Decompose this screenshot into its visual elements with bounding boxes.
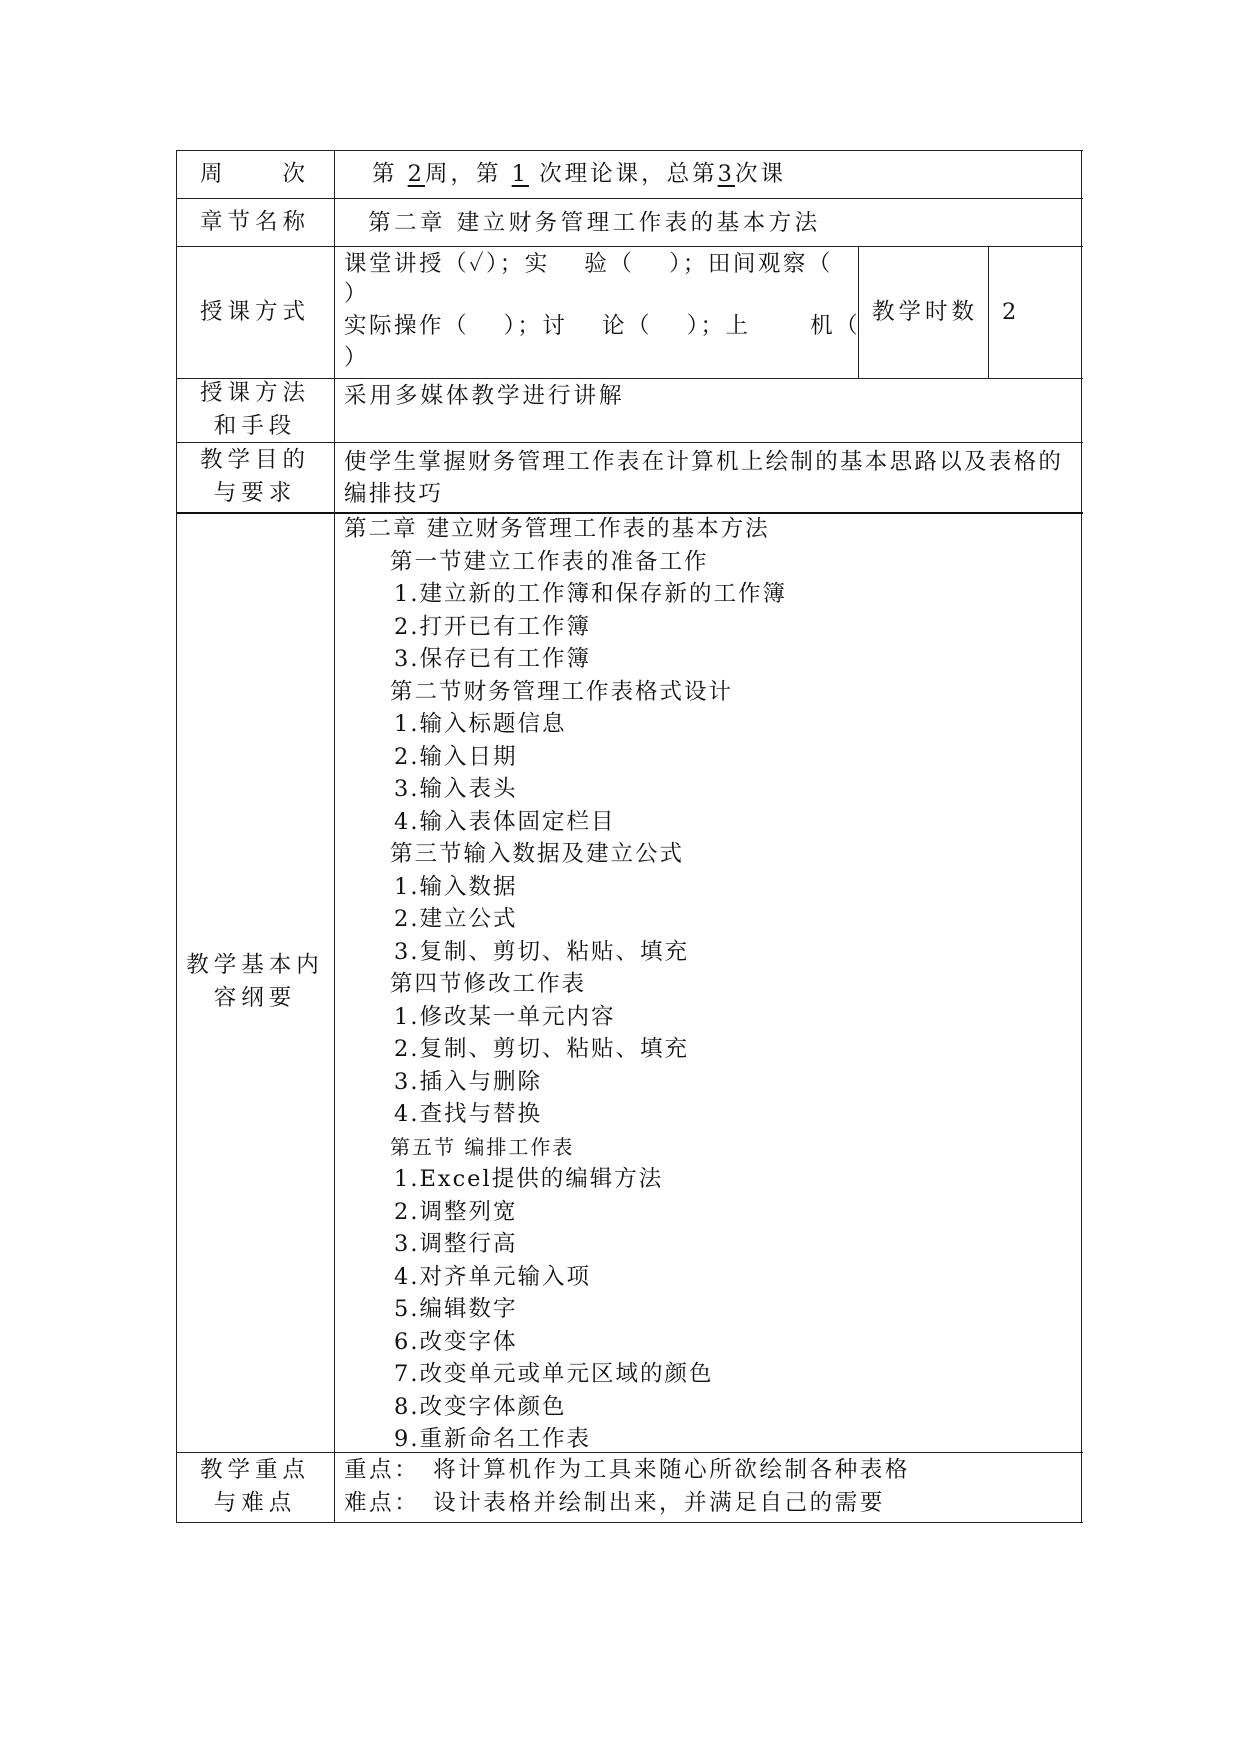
outline-item: 1.Excel提供的编辑方法 bbox=[394, 1166, 664, 1192]
outline-label-cell bbox=[176, 512, 334, 1452]
outline-item: 2.复制、剪切、粘贴、填充 bbox=[394, 1036, 689, 1062]
outline-section-heading: 第二节财务管理工作表格式设计 bbox=[390, 678, 734, 705]
outline-item: 3.保存已有工作簿 bbox=[394, 646, 591, 672]
outline-item: 4.输入表体固定栏目 bbox=[394, 808, 616, 835]
keypoints-label-line2: 与难点 bbox=[213, 1490, 297, 1516]
lesson-number: 1 bbox=[511, 161, 529, 187]
key-point-line: 重点： 将计算机作为工具来随心所欲绘制各种表格 bbox=[344, 1457, 911, 1483]
outline-chapter-title: 第二章 建立财务管理工作表的基本方法 bbox=[344, 516, 770, 542]
week-number: 2 bbox=[407, 161, 425, 187]
outline-section-heading: 第四节修改工作表 bbox=[390, 971, 587, 997]
hours-label: 教学时数 bbox=[872, 299, 979, 325]
outline-section-heading: 第一节建立工作表的准备工作 bbox=[390, 548, 709, 575]
outline-item: 2.打开已有工作簿 bbox=[394, 613, 591, 640]
outline-item: 2.建立公式 bbox=[394, 906, 518, 932]
outline-item: 3.复制、剪切、粘贴、填充 bbox=[394, 938, 689, 965]
outline-label-line1: 教学基本内 bbox=[186, 952, 324, 978]
chapter-label: 章节名称 bbox=[199, 208, 310, 235]
chapter-label-cell bbox=[176, 198, 334, 246]
column-divider bbox=[334, 150, 335, 1523]
mode-options-line2: ） bbox=[344, 281, 369, 307]
outline-list bbox=[344, 513, 1074, 1456]
lesson-plan-table bbox=[176, 150, 1083, 1524]
outline-item: 6.改变字体 bbox=[394, 1328, 518, 1355]
table-border-right bbox=[1081, 150, 1082, 1523]
outline-item: 9.重新命名工作表 bbox=[394, 1426, 591, 1452]
outline-item: 3.输入表头 bbox=[394, 776, 518, 802]
table-border-bottom bbox=[176, 1522, 1083, 1523]
method-label-cell bbox=[176, 378, 334, 442]
mode-options-line1: 课堂讲授（✓）；实 验（ ）；田间观察（ bbox=[344, 251, 833, 277]
difficulty-line: 难点： 设计表格并绘制出来，并满足自己的需要 bbox=[344, 1490, 885, 1516]
goal-label-line2: 与要求 bbox=[213, 480, 297, 506]
outline-item: 4.查找与替换 bbox=[394, 1101, 542, 1127]
chapter-value: 第二章 建立财务管理工作表的基本方法 bbox=[368, 210, 821, 236]
outline-item: 2.输入日期 bbox=[394, 743, 518, 770]
outline-section-heading: 第三节输入数据及建立公式 bbox=[390, 841, 685, 867]
column-divider bbox=[988, 246, 989, 378]
method-label-line2: 和手段 bbox=[213, 413, 297, 439]
outline-item: 4.对齐单元输入项 bbox=[394, 1263, 591, 1290]
outline-label-line2: 容纲要 bbox=[213, 985, 297, 1011]
total-lesson-number: 3 bbox=[717, 161, 735, 187]
goal-label-cell bbox=[176, 442, 334, 512]
keypoints-label-line1: 教学重点 bbox=[199, 1457, 310, 1483]
mode-label: 授课方式 bbox=[199, 298, 310, 325]
week-label: 周 次 bbox=[199, 160, 310, 187]
week-label-cell bbox=[176, 150, 334, 198]
mode-options-line4: ） bbox=[344, 345, 369, 371]
method-label-line1: 授课方法 bbox=[199, 380, 310, 406]
outline-item: 3.插入与删除 bbox=[394, 1068, 542, 1095]
outline-item: 1.输入数据 bbox=[394, 873, 518, 900]
outline-item: 1.修改某一单元内容 bbox=[394, 1003, 616, 1030]
goal-value-line1: 使学生掌握财务管理工作表在计算机上绘制的基本思路以及表格的 bbox=[344, 449, 1064, 475]
mode-options-line3: 实际操作（ ）；讨 论（ ）；上 机（ bbox=[344, 313, 861, 339]
outline-item: 1.建立新的工作簿和保存新的工作簿 bbox=[394, 581, 787, 607]
week-value: 第 2周，第 1 次理论课，总第3次课 bbox=[372, 161, 786, 187]
hours-value: 2 bbox=[1002, 299, 1019, 325]
outline-item: 3.调整行高 bbox=[394, 1231, 518, 1257]
goal-value-line2: 编排技巧 bbox=[344, 481, 444, 507]
outline-item: 5.编辑数字 bbox=[394, 1296, 518, 1322]
mode-label-cell bbox=[176, 246, 334, 378]
method-value: 采用多媒体教学进行讲解 bbox=[344, 383, 625, 409]
outline-item: 2.调整列宽 bbox=[394, 1198, 518, 1225]
outline-item: 8.改变字体颜色 bbox=[394, 1393, 567, 1420]
goal-label-line1: 教学目的 bbox=[199, 447, 310, 473]
keypoints-label-cell bbox=[176, 1452, 334, 1522]
outline-item: 1.输入标题信息 bbox=[394, 711, 567, 737]
outline-section-heading: 第五节 编排工作表 bbox=[390, 1134, 575, 1159]
outline-item: 7.改变单元或单元区域的颜色 bbox=[394, 1361, 714, 1387]
